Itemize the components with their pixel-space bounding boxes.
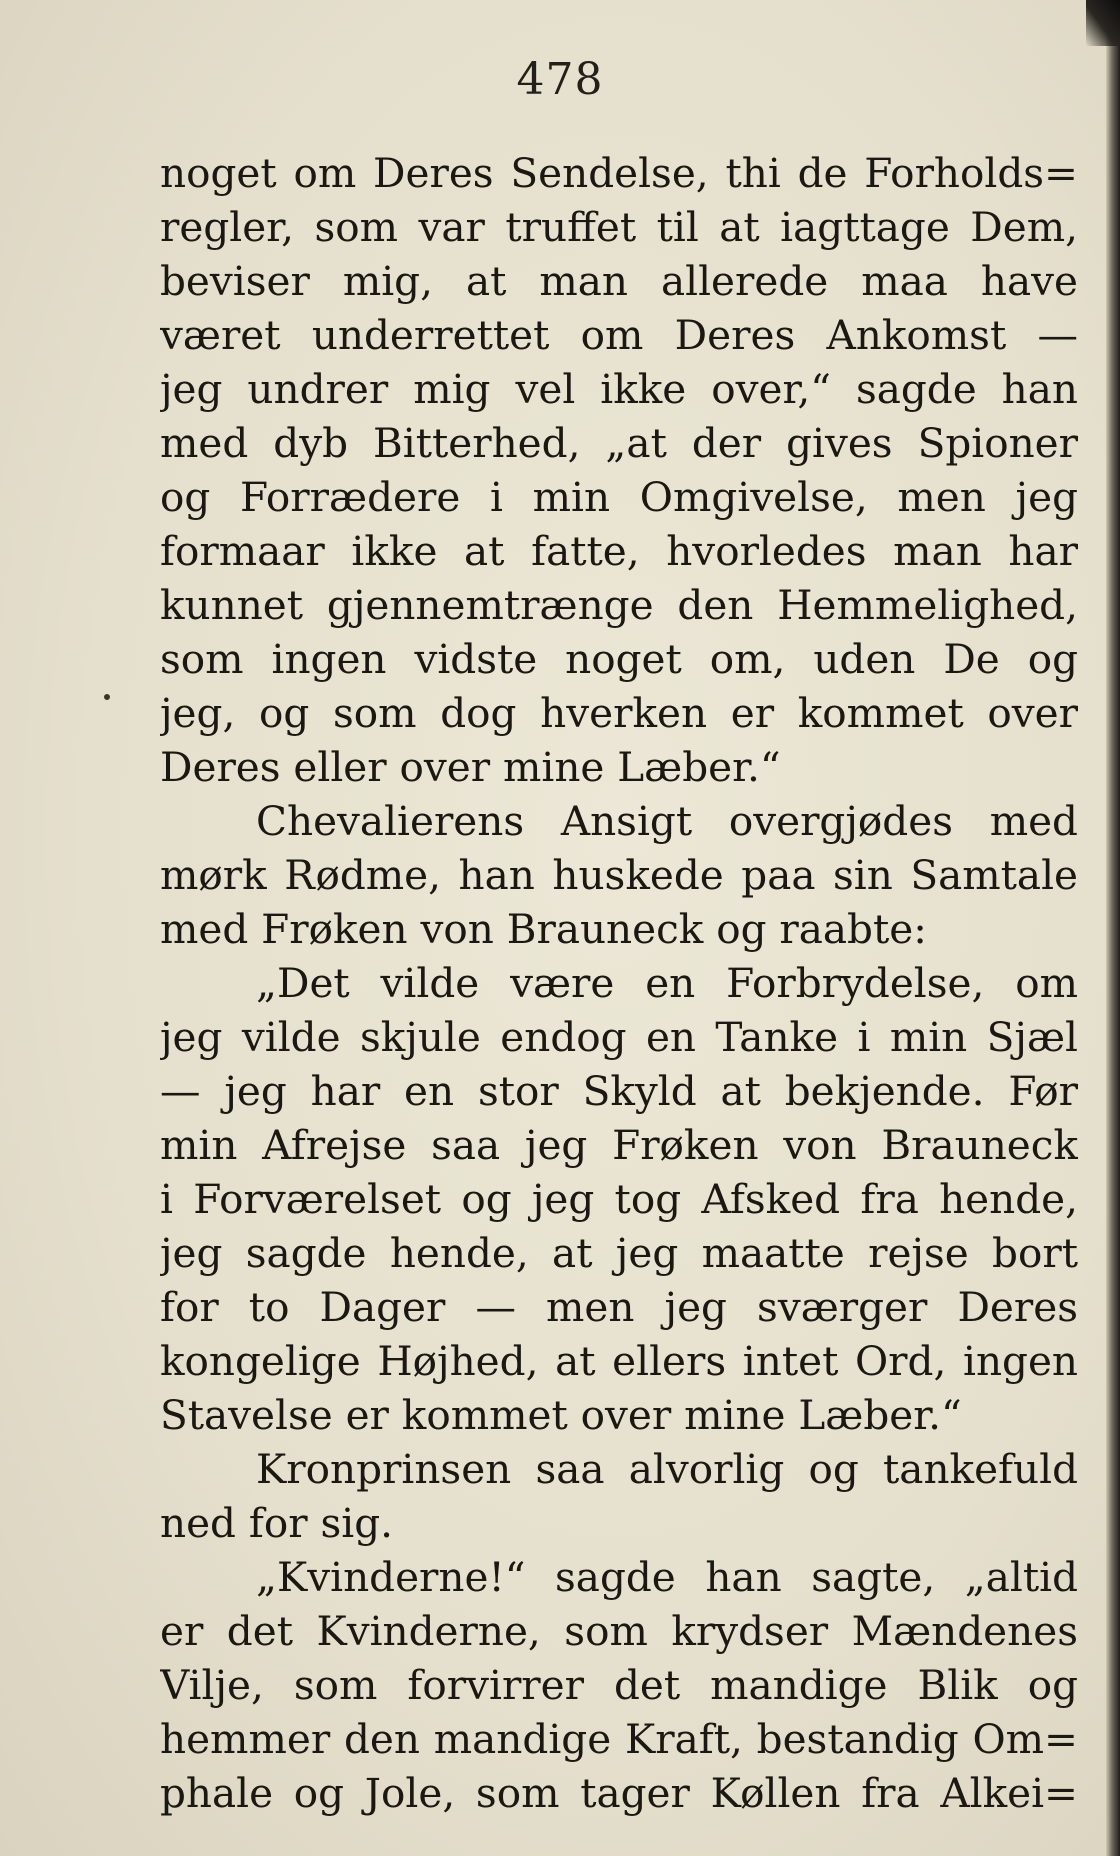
text-line: Kronprinsen saa alvorlig og tankefuld [256,1445,1078,1493]
body-text [160,146,1078,1820]
text-line: phale og Jole, som tager Køllen fra Alkei= [160,1769,1078,1817]
text-line: noget om Deres Sendelse, thi de Forholds= [160,149,1078,197]
text-line: Vilje, som forvirrer det mandige Blik og [160,1661,1078,1709]
text-line: — jeg har en stor Skyld at bekjende. Før [160,1067,1078,1115]
text-line: ned for sig. [160,1499,393,1547]
text-line: jeg sagde hende, at jeg maatte rejse bort [160,1229,1078,1277]
text-line: jeg, og som dog hverken er kommet over [160,689,1078,737]
text-line: mørk Rødme, han huskede paa sin Samtale [160,851,1078,899]
text-line: Deres eller over mine Læber.“ [160,743,781,791]
text-line: er det Kvinderne, som krydser Mændenes [160,1607,1078,1655]
text-line: kunnet gjennemtrænge den Hemmelighed, [160,581,1078,629]
text-line: som ingen vidste noget om, uden De og [160,635,1078,683]
book-cover-corner [1086,0,1120,46]
text-line: kongelige Højhed, at ellers intet Ord, ingen [160,1337,1078,1385]
text-line: formaar ikke at fatte, hvorledes man har [160,527,1078,575]
text-line: beviser mig, at man allerede maa have [160,257,1078,305]
text-line: og Forrædere i min Omgivelse, men jeg [160,473,1078,521]
book-binding-edge [1106,0,1120,1856]
text-line: jeg vilde skjule endog en Tanke i min Sjæl [160,1013,1078,1061]
text-line: med dyb Bitterhed, „at der gives Spioner [160,419,1078,467]
text-line: regler, som var truffet til at iagttage Dem, [160,203,1078,251]
text-line: været underrettet om Deres Ankomst — [160,311,1078,359]
text-line: hemmer den mandige Kraft, bestandig Om= [160,1715,1078,1763]
margin-mark [104,694,110,700]
text-line: Chevalierens Ansigt overgjødes med [256,797,1078,845]
page-number: 478 [516,54,604,105]
text-line: „Kvinderne!“ sagde han sagte, „altid [256,1553,1078,1601]
text-line: i Forværelset og jeg tog Afsked fra hende, [160,1175,1078,1223]
text-line: for to Dager — men jeg sværger Deres [160,1283,1078,1331]
text-line: „Det vilde være en Forbrydelse, om [256,959,1078,1007]
text-line: Stavelse er kommet over mine Læber.“ [160,1391,962,1439]
text-line: med Frøken von Brauneck og raabte: [160,905,927,953]
text-line: min Afrejse saa jeg Frøken von Brauneck [160,1121,1078,1169]
text-line: jeg undrer mig vel ikke over,“ sagde han [160,365,1078,413]
